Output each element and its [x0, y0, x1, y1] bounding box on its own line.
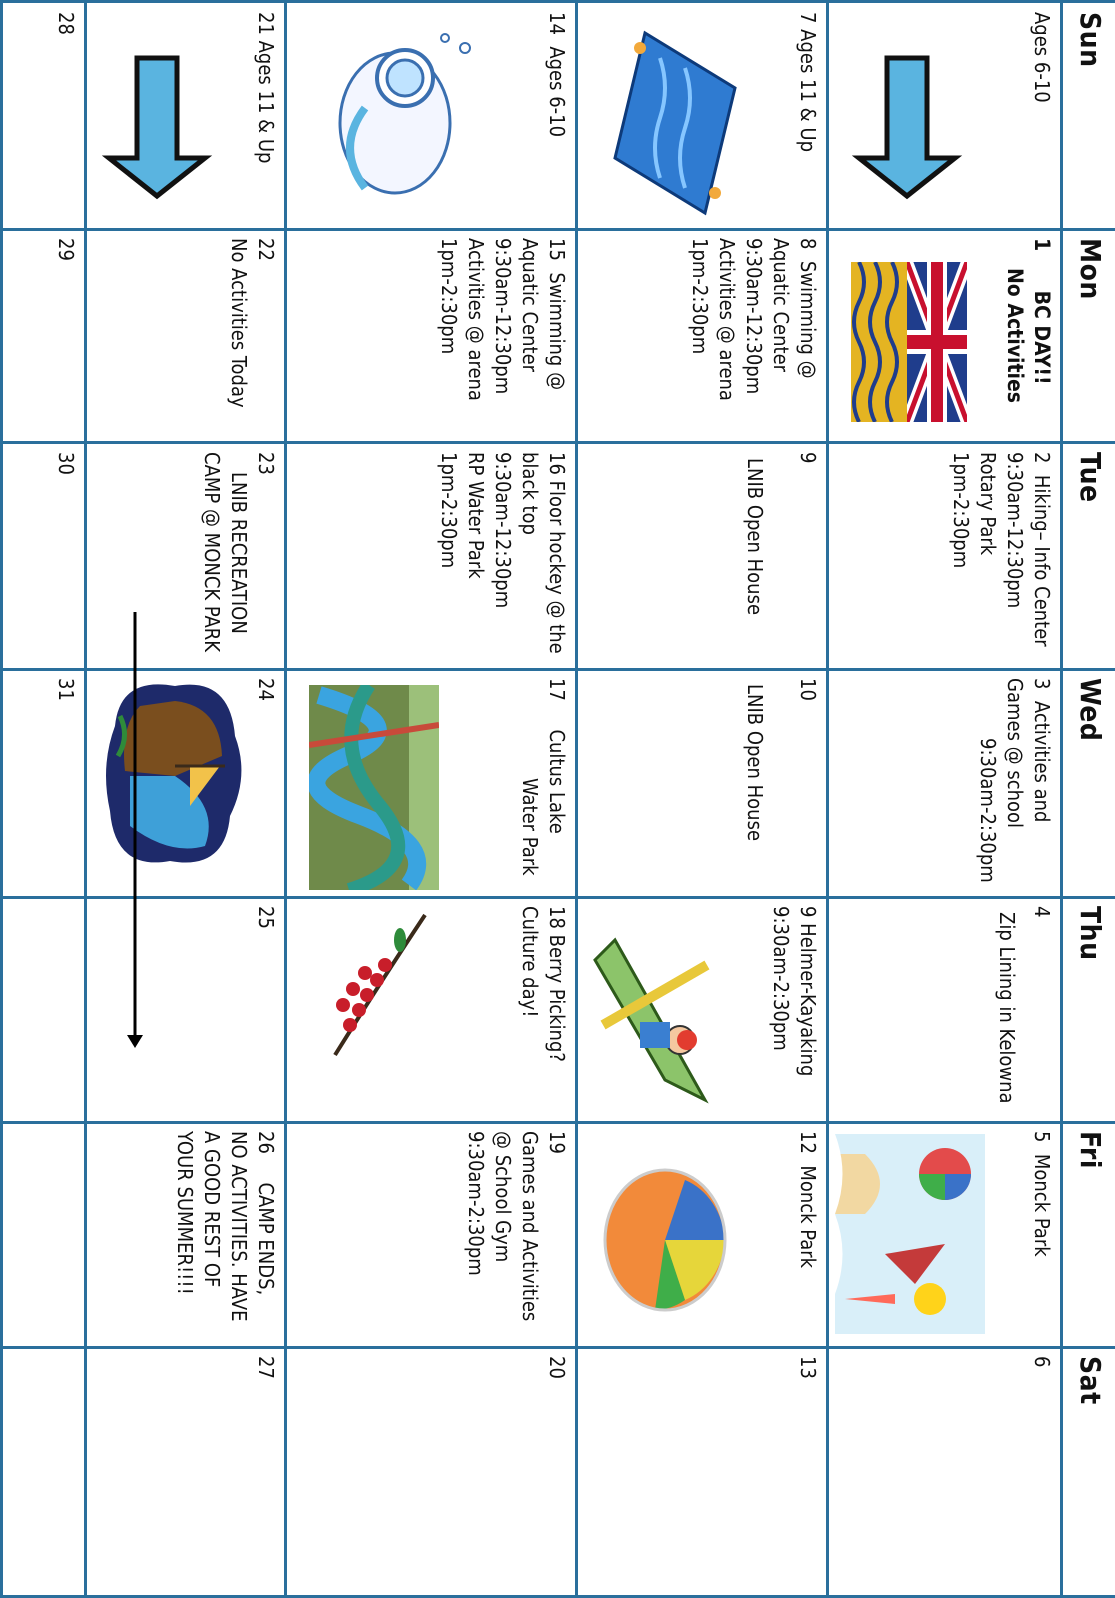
cell-line: 8 Swimming @ [796, 238, 820, 379]
grid-line [0, 0, 1115, 3]
cell-line: RP Water Park [464, 452, 488, 579]
swimmer-illustration [305, 28, 485, 208]
grid-line [0, 668, 1115, 671]
grid-line [0, 896, 1115, 899]
cell-line: 17 Cultus Lake [545, 678, 569, 834]
cell-line: 9:30am-12:30pm [491, 452, 515, 609]
cell-line: 1pm-2:30pm [437, 238, 461, 355]
cell-line: Aquatic Center [769, 238, 793, 373]
cell-line: LNIB RECREATION [227, 472, 251, 634]
cell-line: 4 [1030, 906, 1054, 918]
cell-line: Games @ school [1003, 678, 1027, 829]
cell-line: Games and Activities [518, 1131, 542, 1322]
grid-line [0, 441, 1115, 444]
day-name-fri: Fri [1074, 1131, 1107, 1169]
cell-week3-sun [543, 12, 570, 137]
cell-line: Rotary Park [976, 452, 1000, 556]
cell-line: Culture day! [518, 906, 542, 1018]
cell-week2-fri [794, 1131, 821, 1268]
cell-line: 9 Helmer-Kayaking [796, 906, 820, 1077]
long-arrow-icon [120, 610, 150, 1050]
cell-line: 5 Monck Park [1030, 1131, 1054, 1257]
cell-line: YOUR SUMMER!!!! [173, 1131, 197, 1295]
bc-flag-illustration [851, 262, 967, 422]
grid-line [0, 228, 1115, 231]
cell-line: 10 [796, 678, 820, 701]
cell-week3-sat [543, 1356, 570, 1379]
berry-branch-illustration [315, 905, 445, 1065]
cell-week2-mon [686, 238, 821, 401]
cell-week2-tue [741, 452, 821, 615]
cell-week4-fri [171, 1131, 279, 1322]
cell-text: 20 [545, 1356, 569, 1379]
date-number: 1 [1030, 238, 1054, 252]
cell-week5-mon [52, 238, 79, 261]
cell-week1-tue [947, 452, 1055, 647]
grid-line [0, 1121, 1115, 1124]
grid-line [284, 0, 287, 1598]
beach-scene-illustration [835, 1134, 985, 1334]
cell-line: 1pm-2:30pm [688, 238, 712, 355]
cell-line: No Activities Today [227, 238, 251, 408]
cell-week4-thu [252, 906, 279, 929]
cell-line: 9:30am-12:30pm [742, 238, 766, 395]
cell-week5-tue [52, 452, 79, 475]
cell-line: 9:30am-12:30pm [491, 238, 515, 395]
cell-line: 23 [254, 452, 278, 475]
grid-line [84, 0, 87, 1598]
day-name-sat: Sat [1074, 1356, 1107, 1405]
cell-text: 31 [54, 678, 78, 701]
cell-week4-wed [252, 678, 279, 701]
cell-line: 26 CAMP ENDS, [254, 1131, 278, 1296]
day-name-thu: Thu [1074, 906, 1107, 961]
cell-line: A GOOD REST OF [200, 1131, 224, 1288]
cell-line: Activities @ arena [715, 238, 739, 401]
day-name-tue: Tue [1074, 452, 1107, 503]
cell-week1-sat [1028, 1356, 1055, 1367]
cell-line: Activities @ arena [464, 238, 488, 401]
cell-line: 18 Berry Picking? [545, 906, 569, 1062]
cell-text [1028, 238, 1055, 403]
cell-line: 25 [254, 906, 278, 929]
grid-line [1060, 0, 1063, 1598]
cell-week3-mon [435, 238, 570, 401]
beach-ball-illustration [595, 1160, 755, 1320]
cell-line: 1pm-2:30pm [437, 452, 461, 569]
cell-line: LNIB Open House [743, 684, 767, 842]
cell-line: 2 Hiking– Info Center [1030, 452, 1054, 647]
down-arrow-icon [99, 50, 215, 200]
holiday-title: BC DAY!! [1030, 290, 1054, 385]
cell-line: 1pm-2:30pm [949, 452, 973, 569]
waterslide-photo [309, 685, 439, 890]
cell-week3-tue [435, 452, 570, 654]
cell-text: 6 [1030, 1356, 1054, 1368]
cell-line: 24 [254, 678, 278, 701]
cell-week2-sun [794, 12, 821, 152]
cell-week5-wed [52, 678, 79, 701]
cell-line: @ School Gym [491, 1131, 515, 1263]
cell-line: LNIB Open House [743, 458, 767, 616]
cell-week1-sun [1028, 12, 1055, 103]
cell-text: 7 Ages 11 & Up [796, 12, 820, 152]
cell-line: NO ACTIVITIES. HAVE [227, 1131, 251, 1322]
cell-week1-mon [1001, 238, 1055, 403]
cell-note: No Activities [1003, 268, 1027, 404]
cell-week4-mon [225, 238, 279, 408]
day-name-wed: Wed [1074, 678, 1107, 742]
cell-week1-wed [974, 678, 1055, 883]
cell-text: 13 [796, 1356, 820, 1379]
day-name-sun: Sun [1074, 12, 1107, 68]
cell-week3-fri [462, 1131, 570, 1321]
cell-week1-fri [1028, 1131, 1055, 1257]
kayak-illustration [585, 930, 725, 1110]
cell-line: 15 Swimming @ [545, 238, 569, 391]
cell-line: 19 [545, 1131, 569, 1154]
cell-line: Water Park [518, 778, 542, 876]
cell-line: Zip Lining in Kelowna [995, 912, 1019, 1104]
cell-text: 21 Ages 11 & Up [254, 12, 278, 164]
cell-week4-tue [198, 452, 279, 652]
cell-week3-wed [516, 678, 570, 876]
cell-week1-thu [993, 906, 1055, 1104]
cell-week2-sat [794, 1356, 821, 1379]
cell-week4-sat [252, 1356, 279, 1379]
cell-week4-sun [252, 12, 279, 163]
cell-text: Ages 6-10 [1030, 12, 1054, 103]
cell-line: Aquatic Center [518, 238, 542, 373]
cell-text: 27 [254, 1356, 278, 1379]
cell-line: 22 [254, 238, 278, 261]
cell-line: black top [518, 452, 542, 535]
cell-line: 9:30am-2:30pm [464, 1131, 488, 1276]
cell-week3-thu [516, 906, 570, 1062]
grid-line [575, 0, 578, 1598]
day-name-mon: Mon [1074, 238, 1107, 300]
cell-line: 9:30am-2:30pm [769, 906, 793, 1051]
cell-text: 30 [54, 452, 78, 475]
cell-text: 14 Ages 6-10 [545, 12, 569, 138]
cell-week2-wed [741, 678, 821, 841]
grid-line [826, 0, 829, 1598]
cell-week2-thu [767, 906, 821, 1076]
cell-text: 28 [54, 12, 78, 35]
cell-line: 3 Activities and [1030, 678, 1054, 823]
grid-line [0, 0, 3, 1598]
cell-week5-sun [52, 12, 79, 35]
cell-text: 29 [54, 238, 78, 261]
cell-line: 16 Floor hockey @ the [545, 452, 569, 654]
cell-line: 9:30am-12:30pm [1003, 452, 1027, 609]
cell-line: CAMP @ MONCK PARK [200, 452, 224, 653]
cell-line: 9:30am-2:30pm [976, 738, 1000, 883]
down-arrow-icon [849, 50, 965, 200]
grid-line [0, 1346, 1115, 1349]
cell-line: 12 Monck Park [796, 1131, 820, 1269]
pool-illustration [605, 28, 745, 218]
cell-line: 9 [796, 452, 820, 464]
